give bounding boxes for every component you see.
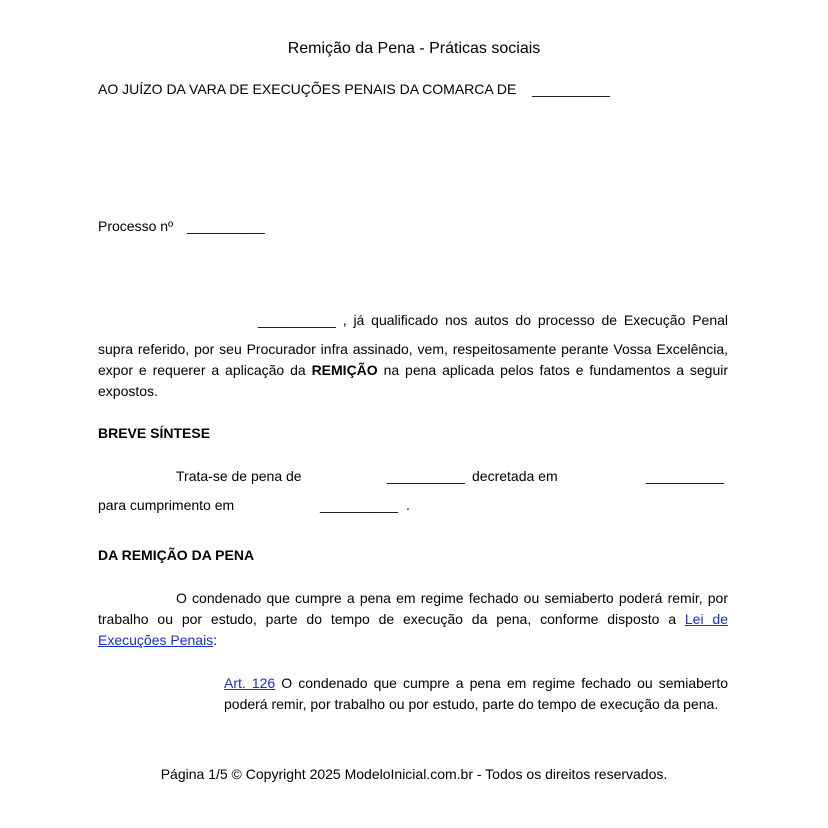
process-blank: __________ <box>186 218 265 234</box>
lei-execucoes-link-part1[interactable]: Lei de <box>684 611 728 627</box>
remicao-line-1: O condenado que cumpre a pena em regime fechado ou semiaberto poderá remir, por <box>176 590 728 606</box>
remicao-line-2 <box>98 611 728 627</box>
lei-execucoes-link-part2[interactable]: Execuções Penais <box>98 632 214 648</box>
page-footer: Página 1/5 © Copyright 2025 ModeloInicial.com.br - Todos os direitos reservados. <box>160 766 668 782</box>
party-blank: __________ <box>258 312 336 328</box>
process-label: Processo nº <box>98 218 174 234</box>
heading-remicao: DA REMIÇÃO DA PENA <box>98 547 255 563</box>
comarca-blank: __________ <box>532 81 610 97</box>
blank-cumprimento: __________ <box>320 497 398 513</box>
intro-line-3-before: expor e requerer a aplicação da <box>98 362 306 378</box>
cumprimento-period: . <box>406 497 410 513</box>
art-126-link[interactable]: Art. 126 <box>224 675 276 691</box>
intro-line-4: expostos. <box>98 383 158 399</box>
intro-line-1-text: , já qualificado nos autos do processo de Execução Penal <box>342 312 729 328</box>
intro-line-1 <box>258 312 728 328</box>
quote-line-1 <box>224 675 728 691</box>
label-decretada: decretada em <box>472 468 558 484</box>
intro-line-3-after: na pena aplicada pelos fatos e fundamentos a seguir <box>383 362 729 378</box>
addressee-text: AO JUÍZO DA VARA DE EXECUÇÕES PENAIS DA COMARCA DE <box>98 81 517 97</box>
remicao-line-2-text: trabalho ou por estudo, parte do tempo de execução da pena, conforme disposto a <box>98 611 677 627</box>
intro-line-2: supra referido, por seu Procurador infra assinado, vem, respeitosamente perante Vossa Excelência, <box>98 341 728 357</box>
process-line <box>98 218 265 234</box>
quote-line-1-text: O condenado que cumpre a pena em regime fechado ou semiaberto <box>281 675 729 691</box>
remicao-colon: : <box>213 632 218 648</box>
remicao-line-3 <box>98 632 217 648</box>
addressee-line <box>98 81 610 97</box>
document-title: Remição da Pena - Práticas sociais <box>287 40 541 57</box>
intro-line-3 <box>98 362 728 378</box>
heading-breve-sintese: BREVE SÍNTESE <box>98 425 211 441</box>
remicao-bold: REMIÇÃO <box>311 362 378 378</box>
quote-line-2: poderá remir, por trabalho ou por estudo, parte do tempo de execução da pena. <box>224 696 719 712</box>
blank-decretada: __________ <box>646 468 724 484</box>
label-pena: Trata-se de pena de <box>176 468 302 484</box>
label-cumprimento: para cumprimento em <box>98 497 235 513</box>
blank-pena: __________ <box>387 468 465 484</box>
